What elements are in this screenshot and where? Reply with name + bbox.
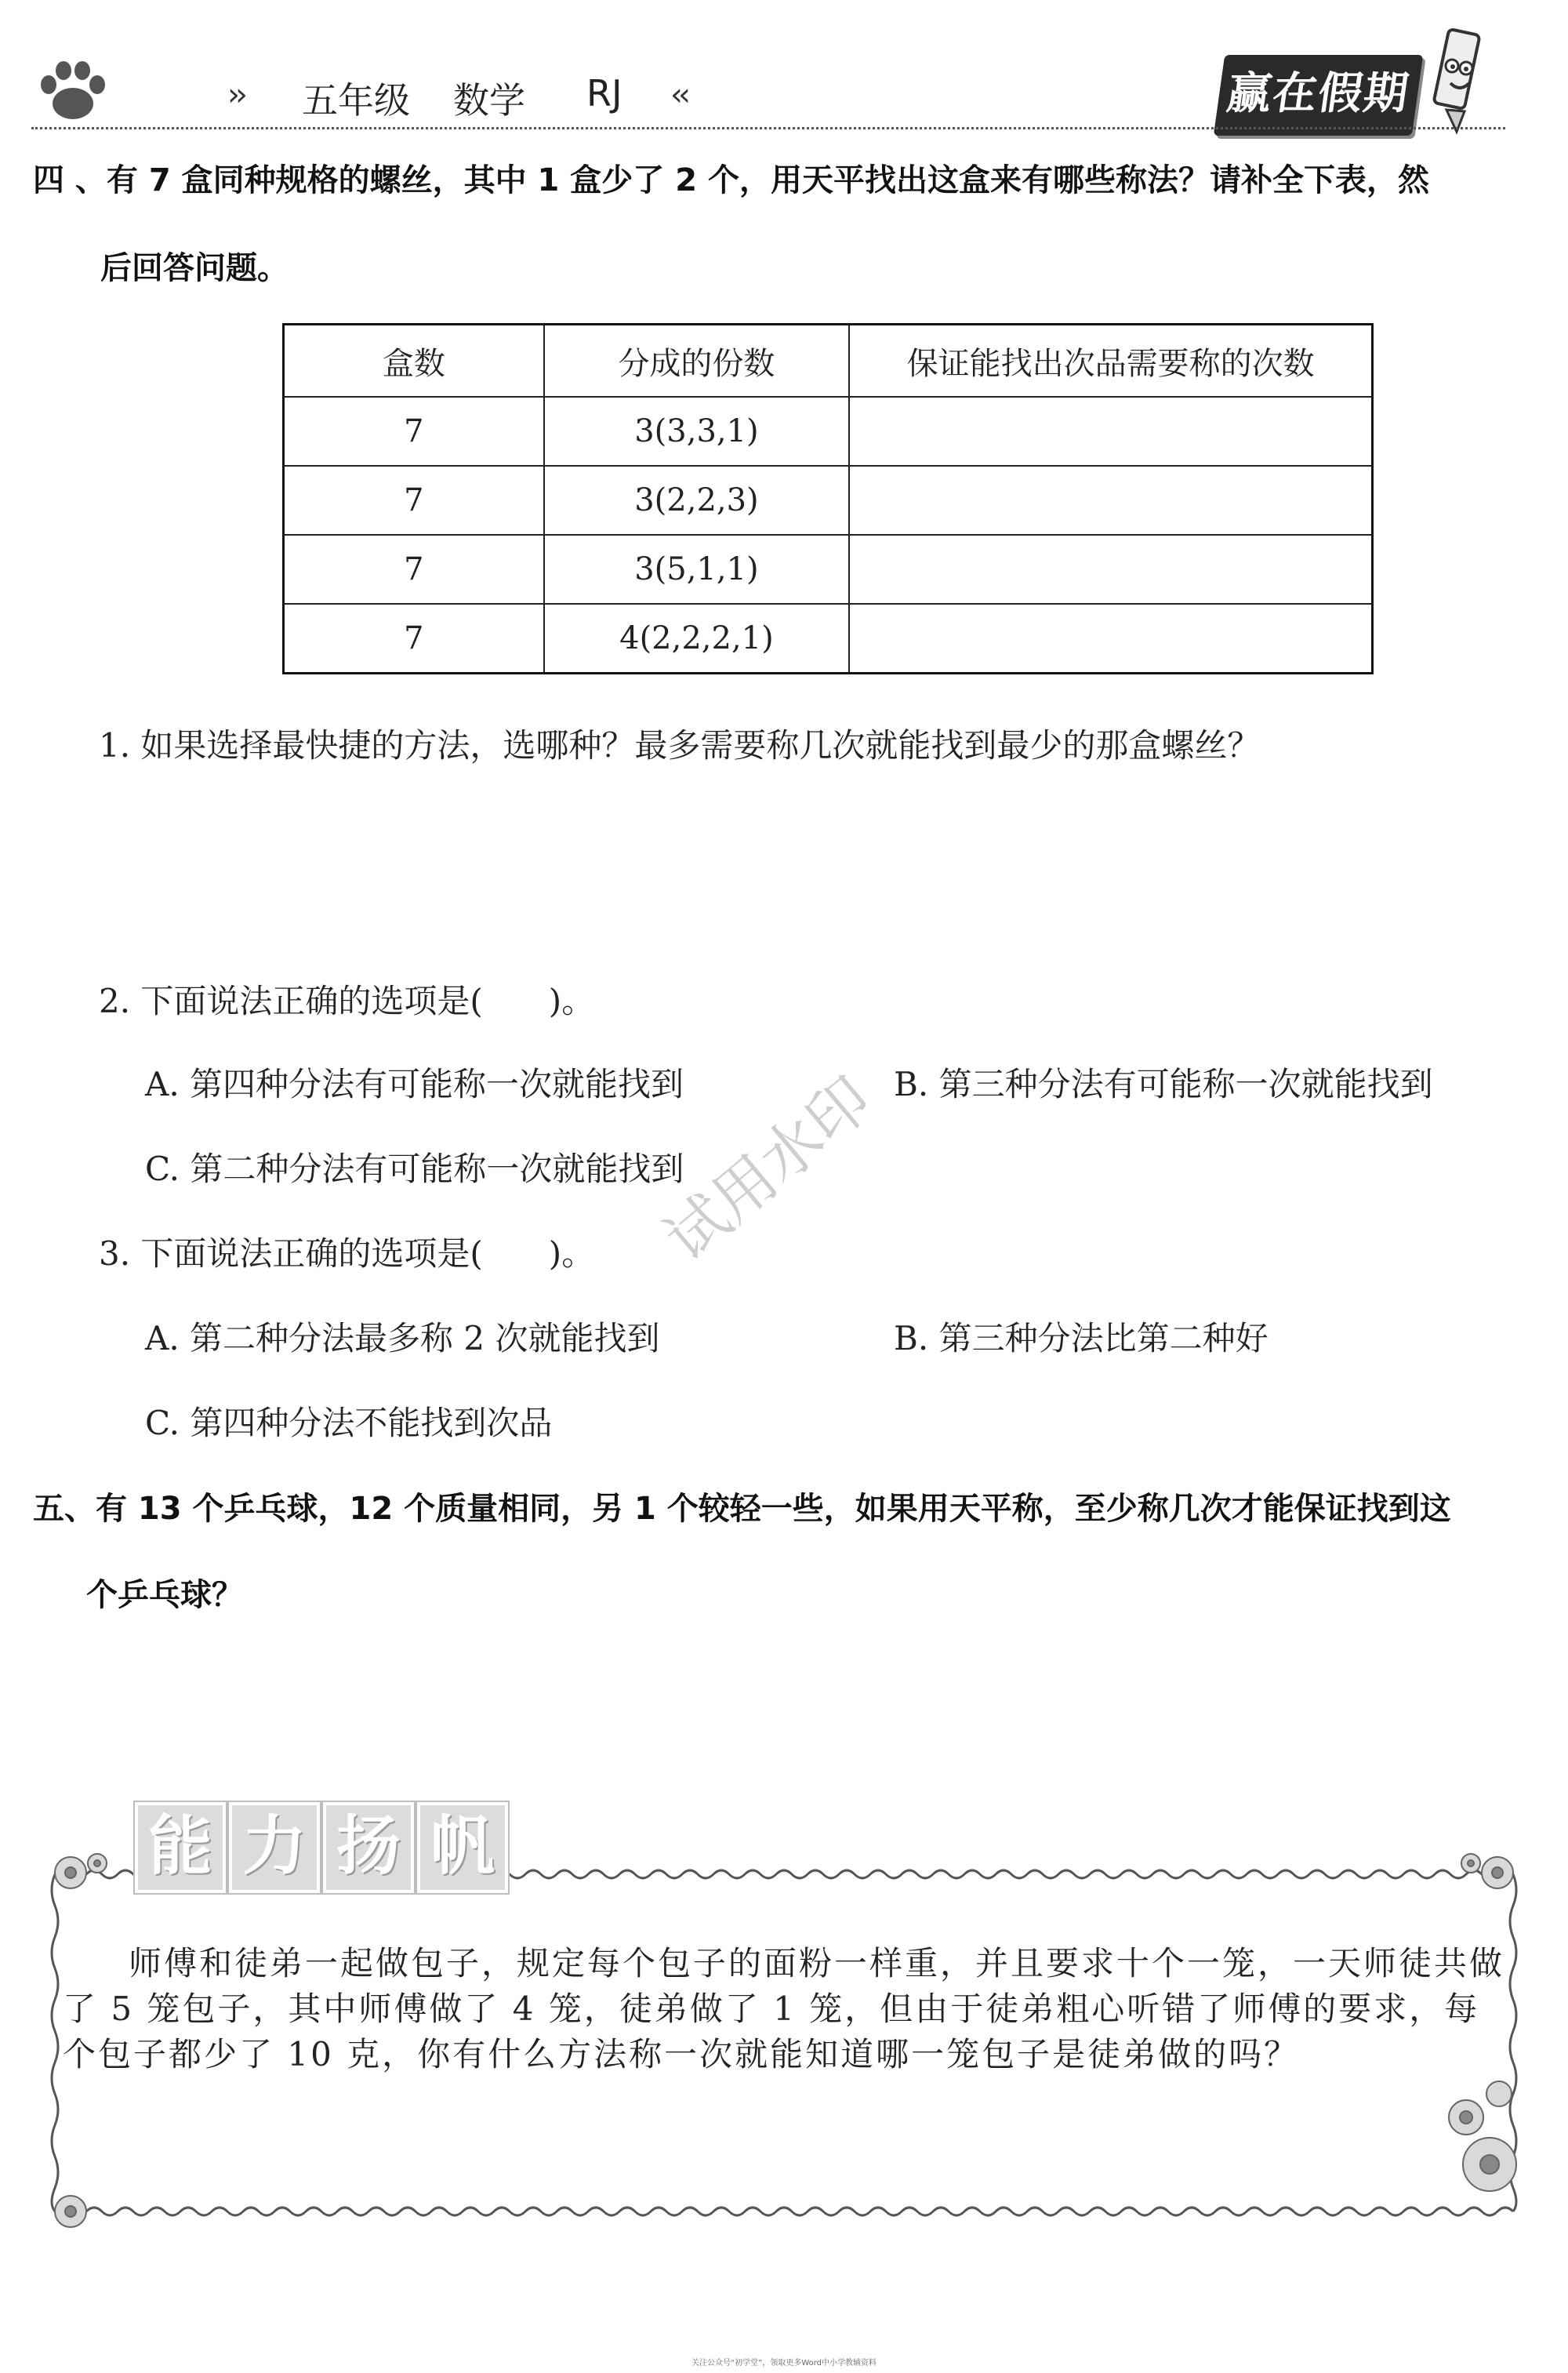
q3-option-c[interactable]: C. 第四种分法不能找到次品 bbox=[145, 1404, 553, 1442]
table-header-row bbox=[284, 325, 1373, 398]
table-cell: 7 bbox=[284, 397, 544, 466]
header-grade: 五年级 bbox=[302, 79, 410, 122]
question-1: 1. 如果选择最快捷的方法，选哪种？最多需要称几次就能找到最少的那盒螺丝？ bbox=[99, 726, 1261, 765]
ability-title-char: 扬 bbox=[323, 1802, 414, 1893]
table-cell: 3(5,1,1) bbox=[544, 535, 849, 604]
header-subject: 数学 bbox=[453, 79, 525, 122]
answer-cell[interactable] bbox=[849, 466, 1372, 535]
answer-cell[interactable] bbox=[849, 604, 1372, 674]
header-edition: RJ bbox=[586, 72, 622, 114]
chevron-left-icon: ‹‹ bbox=[670, 77, 686, 113]
ability-title-char: 帆 bbox=[417, 1802, 508, 1893]
ability-problem-text: 师傅和徒弟一起做包子，规定每个包子的面粉一样重，并且要求十个一笼，一天师徒共做了 5 笼包子，其中师傅做了 4 笼，徒弟做了 1 笼，但由于徒弟粗心听错了师傅的要求，每个包子都少了 10 克，你有什么方法称一次就能知道哪一笼包子是徒弟做的吗？ bbox=[63, 1944, 1505, 2073]
table-cell: 3(3,3,1) bbox=[544, 397, 849, 466]
table-header-cell: 保证能找出次品需要称的次数 bbox=[849, 325, 1372, 398]
answer-cell[interactable] bbox=[849, 535, 1372, 604]
table-row bbox=[284, 397, 1373, 466]
q3-option-b[interactable]: B. 第三种分法比第二种好 bbox=[894, 1319, 1269, 1357]
watermark: 试用水印 bbox=[652, 1063, 885, 1276]
question-3: 3. 下面说法正确的选项是( )。 bbox=[99, 1234, 595, 1273]
weighing-table bbox=[282, 323, 1374, 674]
table-row bbox=[284, 466, 1373, 535]
table-row bbox=[284, 535, 1373, 604]
chevron-right-icon: ›› bbox=[227, 77, 243, 113]
brand-logo: 赢在假期 bbox=[1214, 55, 1423, 136]
ability-title-char: 能 bbox=[135, 1802, 226, 1893]
table-header-cell: 分成的份数 bbox=[544, 325, 849, 398]
question-2: 2. 下面说法正确的选项是( )。 bbox=[99, 982, 595, 1020]
table-cell: 7 bbox=[284, 604, 544, 674]
table-cell: 4(2,2,2,1) bbox=[544, 604, 849, 674]
q2-option-a[interactable]: A. 第四种分法有可能称一次就能找到 bbox=[145, 1065, 684, 1103]
paw-icon bbox=[38, 56, 108, 127]
table-cell: 7 bbox=[284, 466, 544, 535]
q2-option-b[interactable]: B. 第三种分法有可能称一次就能找到 bbox=[894, 1065, 1433, 1103]
header-divider bbox=[31, 127, 1505, 129]
section5-title-line1: 五、有 13 个乒乓球，12 个质量相同，另 1 个较轻一些，如果用天平称，至少称几次才能保证找到这 bbox=[33, 1491, 1451, 1527]
q3-option-a[interactable]: A. 第二种分法最多称 2 次就能找到 bbox=[145, 1319, 660, 1357]
answer-cell[interactable] bbox=[849, 397, 1372, 466]
section4-title-line2: 后回答问题。 bbox=[100, 250, 289, 286]
q2-option-c[interactable]: C. 第二种分法有可能称一次就能找到 bbox=[145, 1150, 684, 1188]
section4-title-line1: 四 、有 7 盒同种规格的螺丝，其中 1 盒少了 2 个，用天平找出这盒来有哪些称法？请补全下表，然 bbox=[33, 162, 1429, 198]
ability-title-char: 力 bbox=[229, 1802, 320, 1893]
pencil-mascot-icon bbox=[1419, 25, 1490, 135]
table-cell: 7 bbox=[284, 535, 544, 604]
table-cell: 3(2,2,3) bbox=[544, 466, 849, 535]
table-row bbox=[284, 604, 1373, 674]
footer-note: 关注公众号“初学堂”，领取更多Word中小学教辅资料 bbox=[691, 2359, 877, 2368]
section5-title-line2: 个乒乓球？ bbox=[86, 1577, 243, 1613]
table-header-cell: 盒数 bbox=[284, 325, 544, 398]
